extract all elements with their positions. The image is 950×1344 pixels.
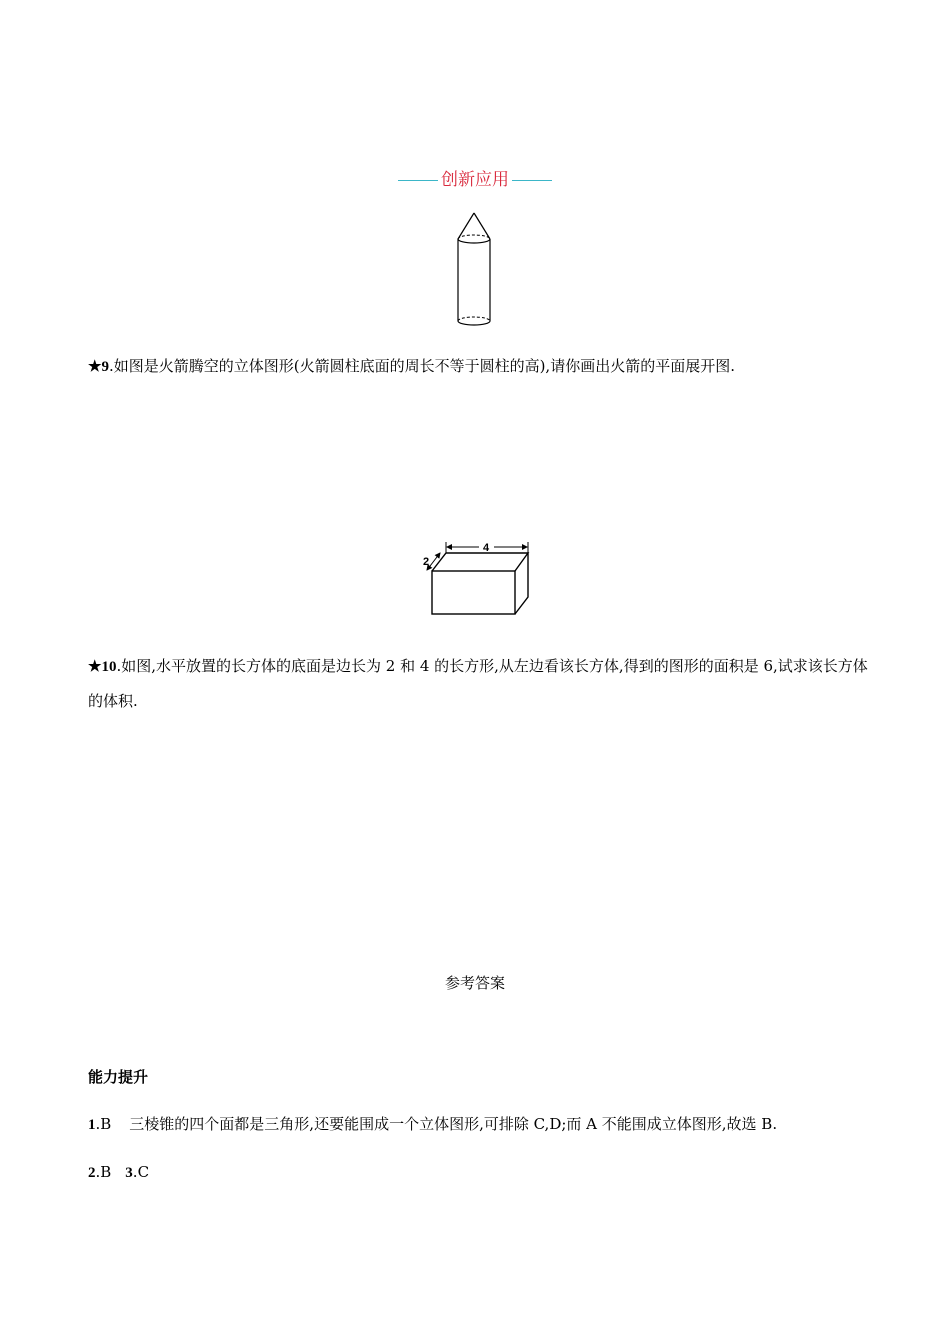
answer-number: 2: [88, 1165, 96, 1181]
rocket-figure: [450, 208, 500, 333]
answers-section-title: 能力提升: [88, 1068, 149, 1086]
question-number: ★9: [88, 359, 109, 375]
bottom-ellipse-front: [458, 321, 490, 325]
answer-number: 1: [88, 1117, 96, 1133]
length-label: 4: [482, 542, 490, 554]
heading-rule-left: [398, 180, 438, 181]
answers-title: 参考答案: [444, 974, 505, 992]
bottom-ellipse-back: [458, 317, 490, 321]
cone-left-edge: [458, 213, 474, 239]
front-face: [432, 571, 515, 614]
heading-rule-right: [512, 180, 552, 181]
top-face: [432, 553, 528, 571]
top-ellipse-front: [458, 239, 490, 243]
answer-1: [88, 1112, 777, 1137]
answer-choice: .C: [132, 1163, 150, 1181]
width-label: 2: [422, 556, 430, 568]
cuboid-figure: [418, 538, 534, 618]
question-text: .如图是火箭腾空的立体图形(火箭圆柱底面的周长不等于圆柱的高),请你画出火箭的平面展开图.: [108, 357, 735, 375]
answer-choice: .B: [95, 1115, 112, 1133]
question-9: [88, 349, 868, 384]
answer-2-3: [88, 1160, 149, 1185]
top-ellipse-back: [458, 235, 490, 239]
answer-number: 3: [125, 1165, 133, 1181]
answer-choice: .B: [95, 1163, 112, 1181]
section-heading-text: 创新应用: [441, 170, 509, 190]
question-10: [88, 649, 868, 718]
question-number: ★10: [88, 659, 117, 675]
question-text: .如图,水平放置的长方体的底面是边长为 2 和 4 的长方形,从左边看该长方体,得到的图形的面积是 6,试求该长方体的体积.: [88, 657, 868, 710]
section-heading: [0, 167, 950, 193]
cone-right-edge: [474, 213, 490, 239]
answer-explanation: 三棱锥的四个面都是三角形,还要能围成一个立体图形,可排除 C,D;而 A 不能围成立体图形,故选 B.: [129, 1115, 778, 1133]
